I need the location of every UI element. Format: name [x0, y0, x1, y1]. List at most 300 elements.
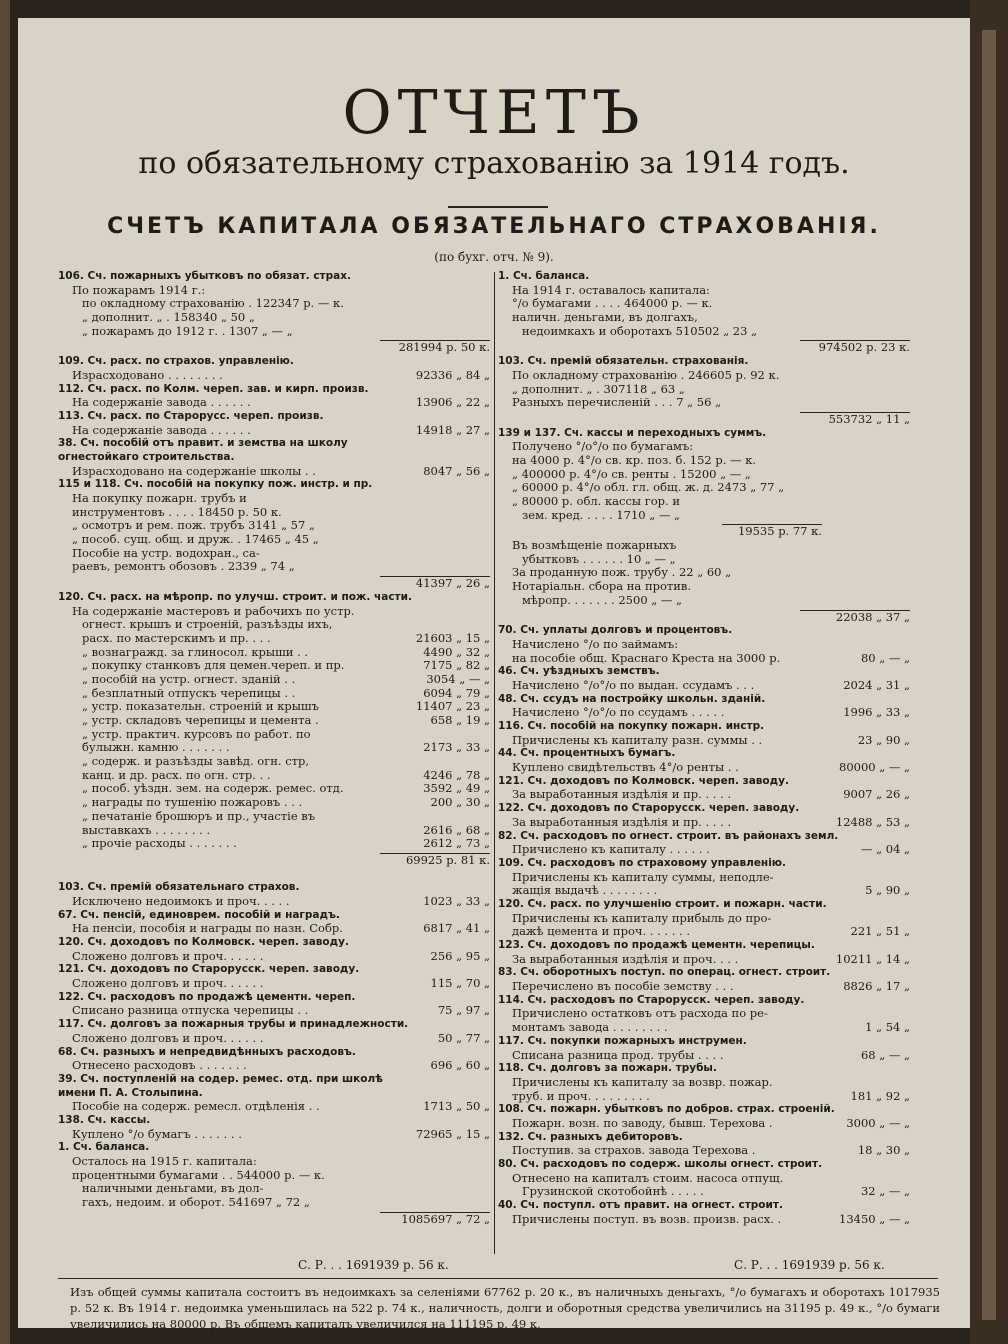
account-heading-row: [498, 720, 910, 734]
ledger-row: [498, 638, 910, 652]
row-amount: 1713 „ 50 „: [423, 1100, 490, 1114]
ledger-row: [58, 632, 490, 646]
ledger-row: [58, 1100, 490, 1114]
row-text: выставкахъ . . . . . . . .: [82, 823, 211, 837]
row-text: канц. и др. расх. по огн. стр. . .: [82, 768, 271, 782]
footnote: Изъ общей суммы капитала состоитъ въ недоимкахъ за селеніями 67762 р. 20 к., въ наличныхъ деньгахъ, °/о бумагахъ и оборотахъ 1017935 р. 52 к. Въ 1914 г. недоимка уменьшилась на 522 р. 74 к., наличность, долги и оборотныя средства увеличились на 31195 р. 49 к., °/о бумаги увеличились на 80000 р. Въ общемъ капиталъ увеличился на 111195 р. 49 к.: [70, 1285, 940, 1331]
ledger-row: [498, 284, 910, 298]
row-text: гахъ, недоим. и оборот. 541697 „ 72 „: [82, 1196, 310, 1210]
row-text: расх. по мастерскимъ и пр. . . .: [82, 631, 271, 645]
account-heading-row: [498, 1158, 910, 1172]
row-text: За выработанныя издѣлія и пр. . . . .: [512, 815, 732, 829]
ledger-row: [498, 1213, 910, 1227]
ledger-row: [58, 755, 490, 769]
subtotal-row: [58, 341, 490, 355]
row-text: 82. Сч. расходовъ по огнест. строит. въ районахъ земл.: [498, 829, 839, 842]
ledger-row: [498, 396, 910, 410]
ledger-row: [58, 922, 490, 936]
account-heading-row: [498, 830, 910, 844]
ledger-row: [498, 311, 910, 325]
ledger-row: [498, 706, 910, 720]
row-text: 68. Сч. разныхъ и непредвидѣнныхъ расходовъ.: [58, 1045, 356, 1058]
row-text: °/о бумагами . . . . 464000 р. — к.: [512, 297, 713, 311]
account-heading-row: [498, 939, 910, 953]
ledger-row: [58, 369, 490, 383]
row-text: По пожарамъ 1914 г.:: [72, 283, 206, 297]
row-amount: 3054 „ — „: [426, 672, 490, 686]
ledger-row: [58, 618, 490, 632]
ledger-row: [498, 454, 910, 468]
ledger-row: [58, 396, 490, 410]
row-text: „ осмотръ и рем. пож. трубъ 3141 „ 57 „: [72, 519, 315, 533]
ledger-row: [58, 687, 490, 701]
row-text: „ пособ. уѣздн. зем. на содерж. ремес. отд.: [82, 782, 344, 796]
row-amount: 50 „ 77 „: [437, 1031, 490, 1045]
credit-column: [498, 270, 910, 1226]
footnote-rule: [58, 1278, 938, 1279]
row-text: „ безплатный отпускъ черепицы . .: [82, 686, 296, 700]
row-amount: 4246 „ 78 „: [423, 768, 490, 782]
row-text: Отнесено расходовъ . . . . . . .: [72, 1059, 247, 1073]
ledger-row: [58, 895, 490, 909]
subtotal-row: [498, 611, 910, 625]
account-heading-row: [58, 936, 490, 950]
ledger-row: [58, 297, 490, 311]
row-text: За проданную пож. трубу . 22 „ 60 „: [512, 566, 732, 580]
row-amount: 8826 „ 17 „: [843, 980, 910, 994]
row-amount: 69925 р. 81 к.: [405, 853, 490, 867]
left-total: С. Р. . . 1691939 р. 56 к.: [298, 1258, 449, 1272]
ledger-row: [498, 761, 910, 775]
ledger-row: [58, 1155, 490, 1169]
row-amount: 72965 „ 15 „: [415, 1127, 490, 1141]
row-text: „ дополнит. „ . 307118 „ 63 „: [512, 382, 685, 396]
row-text: мѣропр. . . . . . . 2500 „ — „: [522, 593, 683, 607]
row-text: на 4000 р. 4°/о св. кр. поз. б. 152 р. — к.: [512, 453, 757, 467]
row-text: „ покупку станковъ для цемен.череп. и пр.: [82, 659, 345, 673]
row-amount: 14918 „ 27 „: [415, 423, 490, 437]
row-text: труб. и проч. . . . . . . . .: [512, 1089, 650, 1103]
row-text: 121. Сч. доходовъ по Старорусск. череп. заводу.: [58, 963, 360, 976]
row-text: Израсходовано . . . . . . . .: [72, 368, 223, 382]
row-amount: 181 „ 92 „: [850, 1089, 910, 1103]
row-text: 38. Сч. пособій отъ правит. и земства на школу: [58, 437, 348, 450]
row-text: 109. Сч. расх. по страхов. управленію.: [58, 355, 294, 368]
row-text: зем. кред. . . . . 1710 „ — „: [522, 508, 680, 522]
report-subtitle: по обязательному страхованію за 1914 годъ.: [138, 146, 850, 181]
row-text: „ прочіе расходы . . . . . . .: [82, 837, 237, 851]
account-heading-row: [58, 355, 490, 369]
row-text: Исключено недоимокъ и проч. . . . .: [72, 894, 290, 908]
subtotal-row: [58, 577, 490, 591]
row-amount: 2612 „ 73 „: [423, 837, 490, 851]
row-text: Перечислено въ пособіе земству . . .: [512, 980, 734, 994]
ledger-row: [58, 1059, 490, 1073]
ledger-row: [498, 1076, 910, 1090]
row-amount: 256 „ 95 „: [430, 949, 490, 963]
row-text: 113. Сч. расх. по Старорусс. череп. произв.: [58, 409, 324, 422]
account-heading-row: [498, 1131, 910, 1145]
row-amount: 21603 „ 15 „: [415, 631, 490, 645]
ledger-row: [498, 843, 910, 857]
account-heading-row: [498, 775, 910, 789]
account-heading-row: [58, 1018, 490, 1032]
account-heading-row: [58, 591, 490, 605]
ledger-row: [58, 824, 490, 838]
account-heading-row: [58, 270, 490, 284]
row-text: монтамъ завода . . . . . . . .: [512, 1021, 668, 1035]
account-heading-row: [498, 355, 910, 369]
ledger-row: [498, 953, 910, 967]
account-heading-row: [58, 1046, 490, 1060]
row-text: 46. Сч. уѣздныхъ земствъ.: [498, 665, 660, 678]
row-text: Начислено °/о по займамъ:: [512, 637, 679, 651]
row-amount: 23 „ 90 „: [857, 733, 910, 747]
row-text: Списано разница отпуска черепицы . .: [72, 1004, 309, 1018]
ledger-row: [58, 519, 490, 533]
ledger-row: [58, 714, 490, 728]
row-amount: — „ 04 „: [860, 843, 910, 857]
row-text: 121. Сч. доходовъ по Колмовск. череп. заводу.: [498, 774, 789, 787]
row-amount: 2173 „ 33 „: [423, 741, 490, 755]
account-heading-row: [498, 1062, 910, 1076]
row-text: Разныхъ перечисленій . . . 7 „ 56 „: [512, 396, 722, 410]
row-amount: 1996 „ 33 „: [843, 706, 910, 720]
subtotal-row: [498, 525, 910, 539]
ledger-row: [498, 1117, 910, 1131]
row-text: 70. Сч. уплаты долговъ и процентовъ.: [498, 624, 733, 637]
ledger-row: [58, 284, 490, 298]
ledger-row: [58, 769, 490, 783]
ledger-row: [498, 580, 910, 594]
ledger-row: [58, 810, 490, 824]
account-heading-row: [58, 383, 490, 397]
ledger-row: [498, 297, 910, 311]
row-amount: 11407 „ 23 „: [415, 700, 490, 714]
ledger-row: [58, 1169, 490, 1183]
ledger-row: [498, 1172, 910, 1186]
row-text: 138. Сч. кассы.: [58, 1113, 151, 1126]
account-heading: СЧЕТЪ КАПИТАЛА ОБЯЗАТЕЛЬНАГО СТРАХОВАНІЯ.: [107, 214, 881, 239]
account-heading-row: [498, 1199, 910, 1213]
ledger-row: [498, 980, 910, 994]
ledger-row: [498, 1049, 910, 1063]
row-text: „ содерж. и разъѣзды завѣд. огн. стр,: [82, 755, 310, 769]
row-amount: 658 „ 19 „: [430, 714, 490, 727]
row-text: 1. Сч. баланса.: [58, 1141, 150, 1154]
binding-left: [0, 0, 10, 1344]
account-heading-row: [498, 802, 910, 816]
row-text: Начислено °/о°/о по выдан. ссудамъ . . .: [512, 678, 755, 692]
account-heading-row: [58, 963, 490, 977]
row-amount: 13450 „ — „: [839, 1212, 910, 1226]
row-amount: 974502 р. 23 к.: [818, 341, 910, 355]
row-amount: 553732 „ 11 „: [828, 412, 910, 426]
row-amount: 6094 „ 79 „: [423, 686, 490, 700]
ledger-row: [498, 325, 910, 339]
ledger-row: [58, 533, 490, 547]
row-text: Пособіе на устр. водохран., са-: [72, 546, 260, 560]
row-text: раевъ, ремонтъ обозовъ . 2339 „ 74 „: [72, 560, 295, 574]
row-text: 80. Сч. расходовъ по содерж. школы огнест. строит.: [498, 1158, 823, 1170]
row-amount: 8047 „ 56 „: [423, 464, 490, 478]
row-text: Причислены поступ. въ возв. произв. расх. .: [512, 1212, 782, 1226]
row-amount: 696 „ 60 „: [430, 1059, 490, 1073]
row-text: 118. Сч. долговъ за пожарн. трубы.: [498, 1062, 717, 1075]
row-text: На содержаніе завода . . . . . .: [72, 396, 251, 410]
row-text: На содержаніе завода . . . . . .: [72, 423, 251, 437]
row-amount: 18 „ 30 „: [857, 1144, 910, 1158]
ledger-row: [58, 837, 490, 851]
row-text: 108. Сч. пожарн. убытковъ по добров. страх. строеній.: [498, 1103, 835, 1116]
row-text: На 1914 г. оставалось капитала:: [512, 283, 710, 297]
ledger-row: [58, 506, 490, 520]
account-heading-row: [498, 1103, 910, 1117]
debit-column: [58, 270, 490, 1226]
row-text: Причислено къ капиталу . . . . . .: [512, 843, 710, 857]
ledger-row: [58, 796, 490, 810]
row-text: Пособіе на содерж. ремесл. отдѣленія . .: [72, 1100, 320, 1114]
account-heading-row: [498, 898, 910, 912]
row-text: недоимкахъ и оборотахъ 510502 „ 23 „: [522, 324, 758, 338]
ledger-row: [58, 950, 490, 964]
ledger-row: [498, 481, 910, 495]
ledger-row: [58, 325, 490, 339]
row-text: „ печатаніе брошюръ и пр., участіе въ: [82, 809, 316, 823]
right-total: С. Р. . . 1691939 р. 56 к.: [734, 1258, 885, 1272]
row-text: 123. Сч. доходовъ по продажѣ цементн. черепицы.: [498, 939, 815, 951]
row-text: „ 60000 р. 4°/о обл. гл. общ. ж. д. 2473 „ 77 „: [512, 481, 785, 495]
row-text: Куплено °/о бумагъ . . . . . . .: [72, 1127, 242, 1141]
account-heading-row: [58, 1141, 490, 1155]
row-text: инструментовъ . . . . 18450 р. 50 к.: [72, 505, 282, 519]
row-text: Начислено °/о°/о по ссудамъ . . . . .: [512, 706, 725, 720]
row-amount: 13906 „ 22 „: [415, 396, 490, 410]
ledger-row: [498, 679, 910, 693]
row-text: „ награды по тушенію пожаровъ . . .: [82, 796, 303, 810]
account-heading-row: [58, 410, 490, 424]
account-heading-row: [58, 478, 490, 492]
row-text: Получено °/о°/о по бумагамъ:: [512, 440, 694, 454]
row-text: 40. Сч. поступл. отъ правит. на огнест. строит.: [498, 1199, 783, 1212]
ledger-row: [58, 1004, 490, 1018]
row-amount: 41397 „ 26 „: [415, 577, 490, 591]
row-amount: 80 „ — „: [860, 651, 910, 665]
ledger-row: [58, 673, 490, 687]
ledger-row: [498, 539, 910, 553]
row-amount: 6817 „ 41 „: [423, 922, 490, 936]
account-heading-row: [498, 747, 910, 761]
account-heading-row: [58, 991, 490, 1005]
ledger-row: [498, 468, 910, 482]
account-heading-row: [498, 966, 910, 980]
row-text: 120. Сч. доходовъ по Колмовск. череп. заводу.: [58, 936, 349, 948]
ledger-row: [58, 1032, 490, 1046]
row-text: На покупку пожарн. трубъ и: [72, 492, 247, 505]
row-amount: 12488 „ 53 „: [835, 815, 910, 829]
row-amount: 281994 р. 50 к.: [398, 341, 490, 355]
ledger-row: [58, 560, 490, 574]
ledger-row: [58, 311, 490, 325]
row-amount: 10211 „ 14 „: [835, 952, 910, 966]
row-text: 120. Сч. расх. на мѣропр. по улучш. строит. и пож. части.: [58, 590, 412, 603]
ledger-row: [58, 1182, 490, 1196]
row-text: 122. Сч. расходовъ по продажѣ цементн. череп.: [58, 990, 356, 1003]
ledger-row: [58, 868, 490, 882]
account-heading-row: [58, 437, 490, 451]
row-amount: 9007 „ 26 „: [843, 788, 910, 802]
row-text: процентными бумагами . . 544000 р. — к.: [72, 1168, 325, 1182]
row-amount: 92336 „ 84 „: [415, 368, 490, 382]
account-heading-row: [498, 624, 910, 638]
ledger-row: [498, 734, 910, 748]
subtotal-row: [498, 413, 910, 427]
row-text: Осталось на 1915 г. капитала:: [72, 1155, 257, 1168]
row-text: По окладному страхованію . 246605 р. 92 к.: [512, 368, 780, 382]
ledger-row: [498, 369, 910, 383]
ledger-row: [498, 816, 910, 830]
ledger-row: [498, 652, 910, 666]
account-heading-row: [58, 1073, 490, 1087]
document-page: [18, 18, 970, 1331]
row-text: 112. Сч. расх. по Колм. череп. зав. и кирп. произв.: [58, 382, 369, 395]
row-text: За выработанныя издѣлія и проч. . . .: [512, 952, 739, 966]
row-text: 67. Сч. пенсій, единоврем. пособій и наградъ.: [58, 908, 340, 921]
row-amount: 7175 „ 82 „: [423, 659, 490, 673]
row-amount: 2024 „ 31 „: [843, 678, 910, 692]
row-text: Куплено свидѣтельствъ 4°/о ренты . .: [512, 761, 739, 775]
row-text: наличн. деньгами, въ долгахъ,: [512, 311, 698, 325]
row-amount: 1085697 „ 72 „: [401, 1212, 490, 1226]
row-text: 109. Сч. расходовъ по страховому управленію.: [498, 856, 786, 869]
column-divider: [494, 272, 495, 1254]
row-amount: 80000 „ — „: [839, 761, 910, 775]
row-amount: 2616 „ 68 „: [423, 823, 490, 837]
row-text: „ вознагражд. за глиносол. крыши . .: [82, 645, 309, 659]
account-heading-row: [498, 665, 910, 679]
account-heading-row: [498, 693, 910, 707]
subtotal-row: [498, 341, 910, 355]
row-text: Отнесено на капиталъ стоим. насоса отпущ.: [512, 1171, 784, 1185]
row-text: „ 400000 р. 4°/о св. ренты . 15200 „ — „: [512, 467, 751, 481]
row-text: Поступив. за страхов. завода Терехова .: [512, 1144, 756, 1158]
report-title: ОТЧЕТЪ: [342, 78, 646, 148]
row-amount: 4490 „ 32 „: [423, 645, 490, 659]
row-amount: 68 „ — „: [860, 1048, 910, 1062]
account-heading-row: [498, 427, 910, 441]
row-amount: 1023 „ 33 „: [423, 894, 490, 908]
ledger-row: [58, 700, 490, 714]
row-text: 103. Сч. премій обязательнаго страхов.: [58, 881, 300, 894]
ledger-row: [58, 977, 490, 991]
ledger-row: [58, 646, 490, 660]
row-text: Причислено остатковъ отъ расхода по ре-: [512, 1007, 768, 1021]
ledger-row: [498, 1007, 910, 1021]
row-text: по окладному страхованію . 122347 р. — к.: [82, 297, 344, 311]
subtotal-row: [58, 1213, 490, 1227]
row-text: Сложено долговъ и проч. . . . . .: [72, 1031, 264, 1045]
row-text: Причислены къ капиталу прибыль до про-: [512, 911, 772, 925]
row-text: Списана разница прод. трубы . . . .: [512, 1048, 724, 1062]
row-text: имени П. А. Столыпина.: [58, 1086, 203, 1099]
ledger-row: [58, 465, 490, 479]
ledger-row: [498, 912, 910, 926]
row-amount: 22038 „ 37 „: [835, 610, 910, 624]
account-heading-row: [58, 909, 490, 923]
row-text: „ дополнит. „ . 158340 „ 50 „: [82, 311, 255, 325]
row-text: 48. Сч. ссудъ на постройку школьн. зданій.: [498, 692, 766, 705]
account-heading-row: [58, 451, 490, 465]
row-text: булыжн. камню . . . . . . .: [82, 741, 230, 755]
row-text: Причислены къ капиталу суммы, неподле-: [512, 870, 774, 884]
ledger-row: [498, 925, 910, 939]
account-heading-row: [498, 270, 910, 284]
row-text: на пособіе общ. Краснаго Креста на 3000 р.: [512, 651, 781, 665]
row-text: „ пожарамъ до 1912 г. . 1307 „ — „: [82, 324, 293, 338]
row-text: „ 80000 р. обл. кассы гор. и: [512, 495, 681, 508]
row-text: 120. Сч. расх. по улучшенію строит. и пожарн. части.: [498, 897, 827, 910]
account-heading-row: [498, 994, 910, 1008]
row-text: Сложено долговъ и проч. . . . . .: [72, 949, 264, 963]
row-text: дажѣ цемента и проч. . . . . . .: [512, 925, 690, 939]
row-text: 114. Сч. расходовъ по Старорусск. череп. заводу.: [498, 993, 805, 1006]
ledger-row: [498, 566, 910, 580]
ledger-row: [498, 1144, 910, 1158]
binding-edge: [982, 30, 996, 1320]
row-text: 106. Сч. пожарныхъ убытковъ по обязат. страх.: [58, 270, 351, 282]
row-amount: 1 „ 54 „: [865, 1021, 910, 1035]
row-text: огнест. крышъ и строеній, разъѣзды ихъ,: [82, 618, 333, 632]
row-text: За выработанныя издѣлія и пр. . . . .: [512, 788, 732, 802]
row-amount: 75 „ 97 „: [437, 1004, 490, 1018]
ledger-row: [498, 509, 910, 523]
row-text: „ устр. складовъ черепицы и цемента .: [82, 714, 319, 727]
ledger-row: [498, 788, 910, 802]
row-text: 39. Сч. поступленій на содер. ремес. отд. при школѣ: [58, 1072, 383, 1085]
row-text: наличными деньгами, въ дол-: [82, 1182, 264, 1196]
row-text: Нотаріальн. сбора на против.: [512, 580, 692, 594]
row-text: Грузинской скотобойнѣ . . . . .: [522, 1185, 704, 1199]
row-amount: 3000 „ — „: [846, 1116, 910, 1130]
ledger-row: [58, 741, 490, 755]
title-rule: [448, 206, 548, 208]
row-amount: 200 „ 30 „: [430, 796, 490, 810]
account-heading-row: [498, 1035, 910, 1049]
account-heading-row: [498, 857, 910, 871]
row-text: Въ возмѣщеніе пожарныхъ: [512, 539, 677, 553]
row-text: Израсходовано на содержаніе школы . .: [72, 464, 316, 478]
row-amount: 5 „ 90 „: [865, 884, 910, 898]
row-text: 1. Сч. баланса.: [498, 270, 590, 282]
row-text: 139 и 137. Сч. кассы и переходныхъ суммъ.: [498, 426, 767, 439]
row-text: На содержаніе мастеровъ и рабочихъ по устр.: [72, 604, 355, 618]
ledger-row: [498, 1185, 910, 1199]
row-amount: 3592 „ 49 „: [423, 782, 490, 796]
row-text: „ пособ. сущ. общ. и друж. . 17465 „ 45 „: [72, 533, 319, 547]
row-text: „ пособій на устр. огнест. зданій . .: [82, 672, 296, 686]
row-text: 132. Сч. разныхъ дебиторовъ.: [498, 1130, 683, 1143]
ledger-row: [58, 547, 490, 561]
row-amount: 19535 р. 77 к.: [737, 525, 822, 539]
ledger-row: [498, 871, 910, 885]
row-text: 116. Сч. пособій на покупку пожарн. инстр.: [498, 720, 765, 732]
row-text: На пенсіи, пособія и награды по назн. Собр.: [72, 922, 343, 936]
row-text: 83. Сч. оборотныхъ поступ. по операц. огнест. строит.: [498, 966, 831, 979]
ledger-row: [498, 594, 910, 608]
ledger-row: [498, 440, 910, 454]
ledger-row: [498, 884, 910, 898]
ledger-row: [498, 495, 910, 509]
